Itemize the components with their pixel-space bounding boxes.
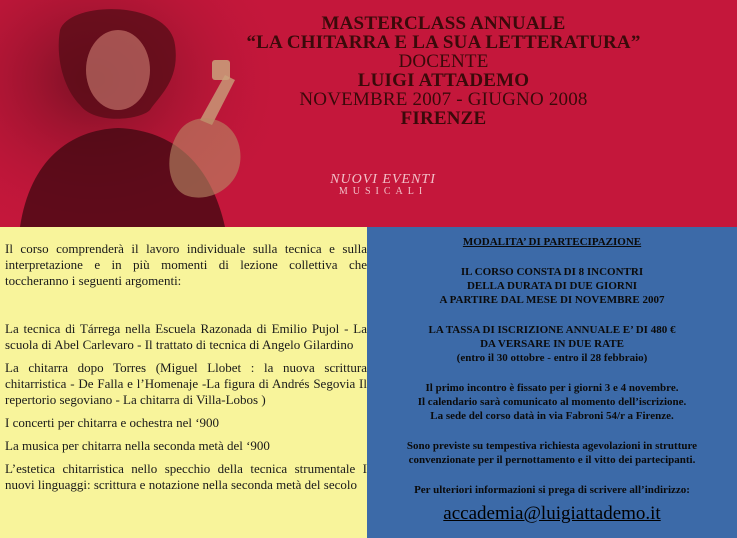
topic-item: La tecnica di Tárrega nella Escuela Razonada di Emilio Pujol - La scuola di Abel Carlevaro - Il trattato di tecnica di Angelo Gilardino — [5, 321, 367, 352]
info-line: A PARTIRE DAL MESE DI NOVEMBRE 2007 — [439, 294, 665, 306]
info-line: La sede del corso datà in via Fabroni 54/r a Firenze. — [430, 410, 674, 422]
nuovi-eventi-musicali-logo — [328, 172, 438, 212]
fee-info — [377, 323, 727, 365]
participation-title: MODALITA’ DI PARTECIPAZIONE — [462, 236, 642, 248]
topic-item: La musica per chitarra nella seconda metà del ‘900 — [5, 438, 270, 453]
header-banner — [0, 0, 737, 227]
course-city: FIRENZE — [400, 108, 487, 129]
header-text — [150, 14, 737, 128]
info-line: LA TASSA DI ISCRIZIONE ANNUALE E’ DI 480 € — [428, 324, 676, 336]
topic-item: L’estetica chitarristica nello specchio della tecnica strumentale I nuovi linguaggi: scrittura e notazione nella seconda metà del secolo — [5, 461, 367, 492]
course-dates: NOVEMBRE 2007 - GIUGNO 2008 — [299, 89, 588, 110]
email-link[interactable]: accademia@luigiattademo.it — [443, 503, 661, 524]
contact-info: Per ulteriori informazioni si prega di scrivere all’indirizzo: — [414, 484, 690, 496]
topic-item: I concerti per chitarra e ochestra nel ‘900 — [5, 415, 220, 430]
participation-panel — [367, 227, 737, 538]
teacher-label: DOCENTE — [398, 51, 489, 72]
course-title: “LA CHITARRA E LA SUA LETTERATURA” — [246, 32, 641, 53]
course-topics-panel — [0, 227, 367, 538]
info-line: (entro il 30 ottobre - entro il 28 febbraio) — [456, 352, 648, 364]
logo-line-2: MUSICALI — [338, 186, 428, 197]
masterclass-title: MASTERCLASS ANNUALE — [321, 13, 566, 34]
teacher-name: LUIGI ATTADEMO — [357, 70, 530, 91]
info-line: DA VERSARE IN DUE RATE — [480, 338, 624, 350]
info-line: Il primo incontro è fissato per i giorni 3 e 4 novembre. — [425, 382, 679, 394]
info-line: IL CORSO CONSTA DI 8 INCONTRI — [460, 266, 644, 278]
info-line: Il calendario sarà comunicato al momento dell’iscrizione. — [417, 396, 687, 408]
topic-item: La chitarra dopo Torres (Miguel Llobet : la nuova scrittura chitarristica - De Falla e l’Homenaje -La figura di Andrés Segovia Il repertorio segoviano - La chitarra di Villa-Lobos ) — [5, 360, 367, 407]
logo-line-1: NUOVI EVENTI — [330, 172, 436, 187]
accommodation-info — [377, 439, 727, 467]
info-line: DELLA DURATA DI DUE GIORNI — [466, 280, 638, 292]
schedule-info — [377, 381, 727, 423]
info-line: convenzionate per il pernottamento e il vitto dei partecipanti. — [408, 454, 696, 466]
course-structure-info — [377, 265, 727, 307]
topics-intro: Il corso comprenderà il lavoro individuale sulla tecnica e sulla interpretazione e in più momenti di lezione collettiva che toccheranno i seguenti argomenti: — [5, 241, 367, 288]
info-line: Sono previste su tempestiva richiesta agevolazioni in strutture — [406, 440, 698, 452]
